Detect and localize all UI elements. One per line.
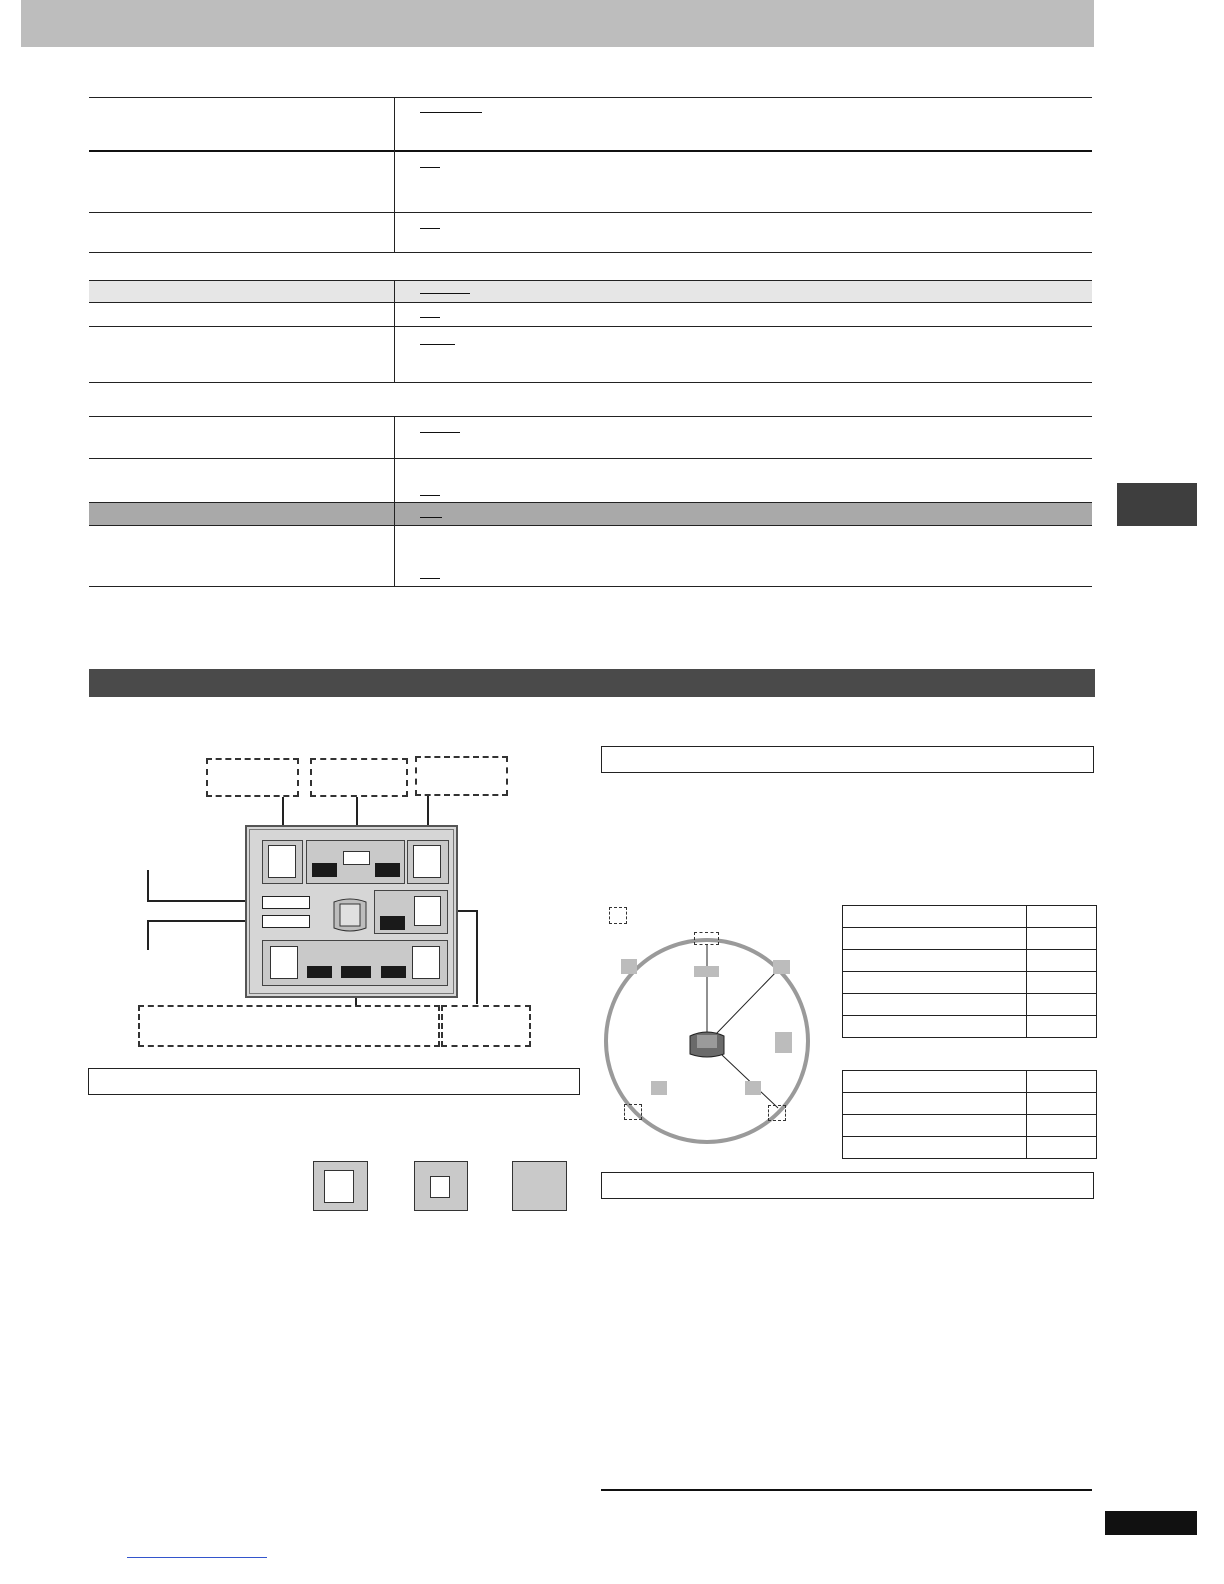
table-cell	[843, 1016, 1027, 1038]
table-cell	[1027, 1016, 1097, 1038]
table-rule	[89, 416, 1092, 417]
speaker-icon	[270, 946, 298, 979]
legend-dashed-square	[609, 907, 627, 924]
value-field	[341, 966, 371, 978]
callout-box	[138, 1005, 440, 1047]
table-rule	[89, 280, 1092, 281]
settings-heading-box	[601, 746, 1094, 773]
table-cell	[1027, 1137, 1097, 1159]
table-cell	[843, 1115, 1027, 1137]
speaker-icon	[413, 845, 441, 878]
setting-field[interactable]	[262, 896, 310, 909]
subwoofer-marker	[775, 1032, 792, 1053]
table-cell	[1027, 928, 1097, 950]
default-option-underline	[420, 578, 440, 579]
no-speaker-option	[512, 1161, 567, 1211]
value-field	[375, 863, 400, 877]
table-divider	[394, 416, 395, 586]
speaker-icon	[324, 1170, 354, 1203]
value-field	[381, 966, 406, 978]
front-right-speaker-marker	[773, 960, 790, 974]
table-divider	[394, 97, 395, 252]
table-row	[843, 1071, 1097, 1093]
table-row	[843, 972, 1097, 994]
footer-rule	[601, 1489, 1092, 1491]
footer-link-underline[interactable]	[127, 1557, 267, 1558]
table-divider	[394, 280, 395, 382]
distance-table	[842, 905, 1097, 1038]
table-row	[843, 994, 1097, 1016]
table-cell	[843, 994, 1027, 1016]
settings-heading-box	[88, 1068, 580, 1095]
table-row	[843, 906, 1097, 928]
table-rule	[89, 302, 1092, 303]
table-rule	[89, 212, 1092, 213]
table-rule	[89, 252, 1092, 253]
speaker-marker-dashed	[694, 932, 719, 945]
default-option-underline	[420, 317, 440, 318]
setting-field[interactable]	[262, 915, 310, 928]
value-field	[312, 863, 337, 877]
table-row-shaded	[89, 281, 1092, 302]
table-row	[843, 1115, 1097, 1137]
table-cell	[1027, 972, 1097, 994]
table-cell	[1027, 1115, 1097, 1137]
speaker-marker-dashed	[624, 1104, 642, 1120]
table-row	[843, 928, 1097, 950]
section-header-bar	[89, 669, 1095, 697]
table-row	[843, 1093, 1097, 1115]
default-option-underline	[420, 167, 440, 168]
speaker-icon	[412, 946, 440, 979]
value-field	[307, 966, 332, 978]
surround-left-speaker-marker	[651, 1081, 667, 1095]
speaker-icon	[414, 896, 441, 926]
default-option-underline	[420, 112, 482, 113]
chapter-side-tab	[1117, 483, 1197, 526]
table-row	[843, 1137, 1097, 1159]
callout-box	[441, 1005, 531, 1047]
distance-table	[842, 1070, 1097, 1159]
table-cell	[1027, 1071, 1097, 1093]
surround-right-speaker-marker	[745, 1081, 761, 1095]
table-cell	[1027, 1093, 1097, 1115]
default-option-underline	[420, 517, 442, 518]
table-row	[843, 1016, 1097, 1038]
listener-seat-icon	[330, 898, 370, 936]
table-cell	[843, 1071, 1027, 1093]
table-cell	[843, 1137, 1027, 1159]
table-rule	[89, 586, 1092, 587]
table-rule	[89, 525, 1092, 526]
table-cell	[843, 906, 1027, 928]
table-cell	[843, 950, 1027, 972]
table-rule	[89, 97, 1092, 98]
value-field	[380, 916, 405, 930]
speaker-icon	[343, 851, 370, 865]
table-row-highlighted	[89, 503, 1092, 525]
default-option-underline	[420, 432, 460, 433]
default-option-underline	[420, 344, 455, 345]
table-rule	[89, 458, 1092, 459]
table-rule	[89, 150, 1092, 152]
table-cell	[843, 1093, 1027, 1115]
speaker-icon	[268, 845, 296, 878]
front-left-speaker-marker	[621, 959, 637, 974]
table-row	[843, 950, 1097, 972]
speaker-icon	[430, 1176, 450, 1198]
table-cell	[1027, 950, 1097, 972]
table-cell	[843, 928, 1027, 950]
table-rule	[89, 502, 1092, 503]
header-bar	[21, 0, 1094, 47]
speaker-marker-dashed	[768, 1105, 786, 1121]
table-cell	[1027, 994, 1097, 1016]
table-rule	[89, 382, 1092, 383]
default-option-underline	[420, 228, 440, 229]
table-cell	[1027, 906, 1097, 928]
default-option-underline	[420, 293, 470, 294]
page-number-tab	[1105, 1511, 1197, 1535]
table-rule	[89, 326, 1092, 327]
settings-heading-box	[601, 1172, 1094, 1199]
table-cell	[843, 972, 1027, 994]
center-speaker-marker	[694, 966, 719, 977]
default-option-underline	[420, 495, 440, 496]
